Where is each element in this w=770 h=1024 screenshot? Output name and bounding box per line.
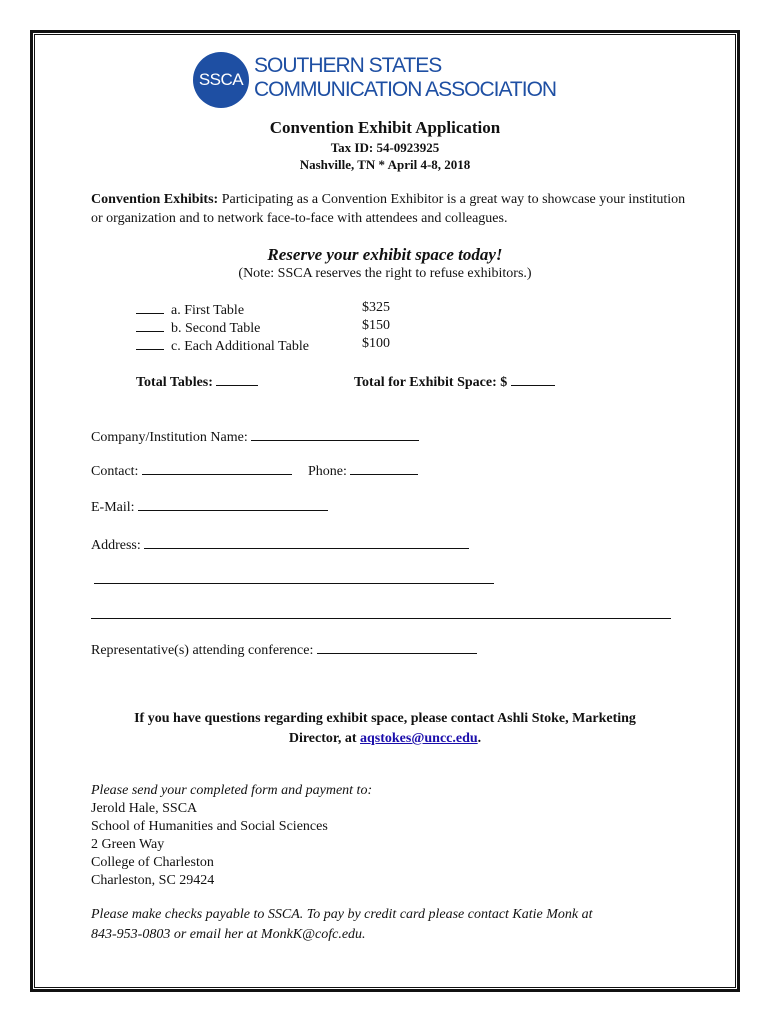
phone-field[interactable] xyxy=(350,461,418,475)
contact-label: Contact: xyxy=(91,464,142,479)
logo-line-1: SOUTHERN STATES xyxy=(254,54,442,77)
contact-field[interactable] xyxy=(142,461,292,475)
company-label: Company/Institution Name: xyxy=(91,430,252,445)
total-space-label: Total for Exhibit Space: $ xyxy=(354,375,511,390)
option-label: c. Each Additional Table xyxy=(171,339,309,354)
payment-line1: Please make checks payable to SSCA. To pay by credit card please contact Katie Monk at xyxy=(91,907,593,922)
logo-line-2: COMMUNICATION ASSOCIATION xyxy=(254,78,557,101)
option-label: a. First Table xyxy=(171,303,245,318)
email-row xyxy=(91,497,328,516)
total-tables xyxy=(136,372,258,391)
option-row-second-table xyxy=(136,318,260,337)
payment-line2: 843-953-0803 or email her at MonkK@cofc.edu. xyxy=(91,927,366,942)
address-field-2[interactable] xyxy=(94,583,494,584)
event-info: Nashville, TN * April 4-8, 2018 xyxy=(299,157,471,172)
intro-paragraph xyxy=(91,190,691,228)
address-row xyxy=(91,535,469,554)
option-blank[interactable] xyxy=(136,336,164,350)
address-field-1[interactable] xyxy=(144,535,469,549)
option-row-additional-table xyxy=(136,336,309,355)
contact-row xyxy=(91,461,292,480)
total-tables-field[interactable] xyxy=(216,372,258,386)
marketing-email-link[interactable]: aqstokes@uncc.edu xyxy=(360,731,478,746)
total-tables-label: Total Tables: xyxy=(136,375,217,390)
company-field[interactable] xyxy=(251,427,419,441)
option-blank[interactable] xyxy=(136,318,164,332)
total-space-field[interactable] xyxy=(511,372,555,386)
intro-label: Convention Exhibits: xyxy=(91,192,219,207)
phone-label: Phone: xyxy=(308,464,351,479)
representatives-field[interactable] xyxy=(317,640,477,654)
total-space xyxy=(354,372,555,391)
mailing-line: College of Charleston xyxy=(91,855,214,870)
option-price: $325 xyxy=(362,300,390,315)
company-row xyxy=(91,427,419,446)
option-row-first-table xyxy=(136,300,244,319)
page-title: Convention Exhibit Application xyxy=(269,118,501,137)
questions-note-line2 xyxy=(0,731,770,747)
option-price: $100 xyxy=(362,336,390,351)
reserve-note: (Note: SSCA reserves the right to refuse exhibitors.) xyxy=(238,266,532,281)
address-field-3[interactable] xyxy=(91,618,671,619)
reserve-heading: Reserve your exhibit space today! xyxy=(267,245,503,264)
phone-row xyxy=(308,461,418,480)
tax-id: Tax ID: 54-0923925 xyxy=(330,140,440,155)
mailing-line: Charleston, SC 29424 xyxy=(91,873,215,888)
questions-note-line1: If you have questions regarding exhibit space, please contact Ashli Stoke, Marketing xyxy=(134,711,636,726)
representatives-label: Representative(s) attending conference: xyxy=(91,643,317,658)
option-price: $150 xyxy=(362,318,390,333)
option-label: b. Second Table xyxy=(171,321,261,336)
questions-note-prefix: Director, at xyxy=(288,731,360,746)
ssca-logo-seal: SSCA xyxy=(193,52,249,108)
option-blank[interactable] xyxy=(136,300,164,314)
intro-text: Participating as a Convention Exhibitor is a great way to showcase your institution or organization and to network face-to-face with attendees and colleagues. xyxy=(91,192,686,226)
email-label: E-Mail: xyxy=(91,500,139,515)
mailing-intro: Please send your completed form and payment to: xyxy=(91,783,373,798)
mailing-line: 2 Green Way xyxy=(91,837,165,852)
questions-note-suffix: . xyxy=(477,731,482,746)
email-field[interactable] xyxy=(138,497,328,511)
mailing-line: Jerold Hale, SSCA xyxy=(91,801,198,816)
mailing-line: School of Humanities and Social Sciences xyxy=(91,819,328,834)
address-label: Address: xyxy=(91,538,145,553)
representatives-row xyxy=(91,640,477,659)
